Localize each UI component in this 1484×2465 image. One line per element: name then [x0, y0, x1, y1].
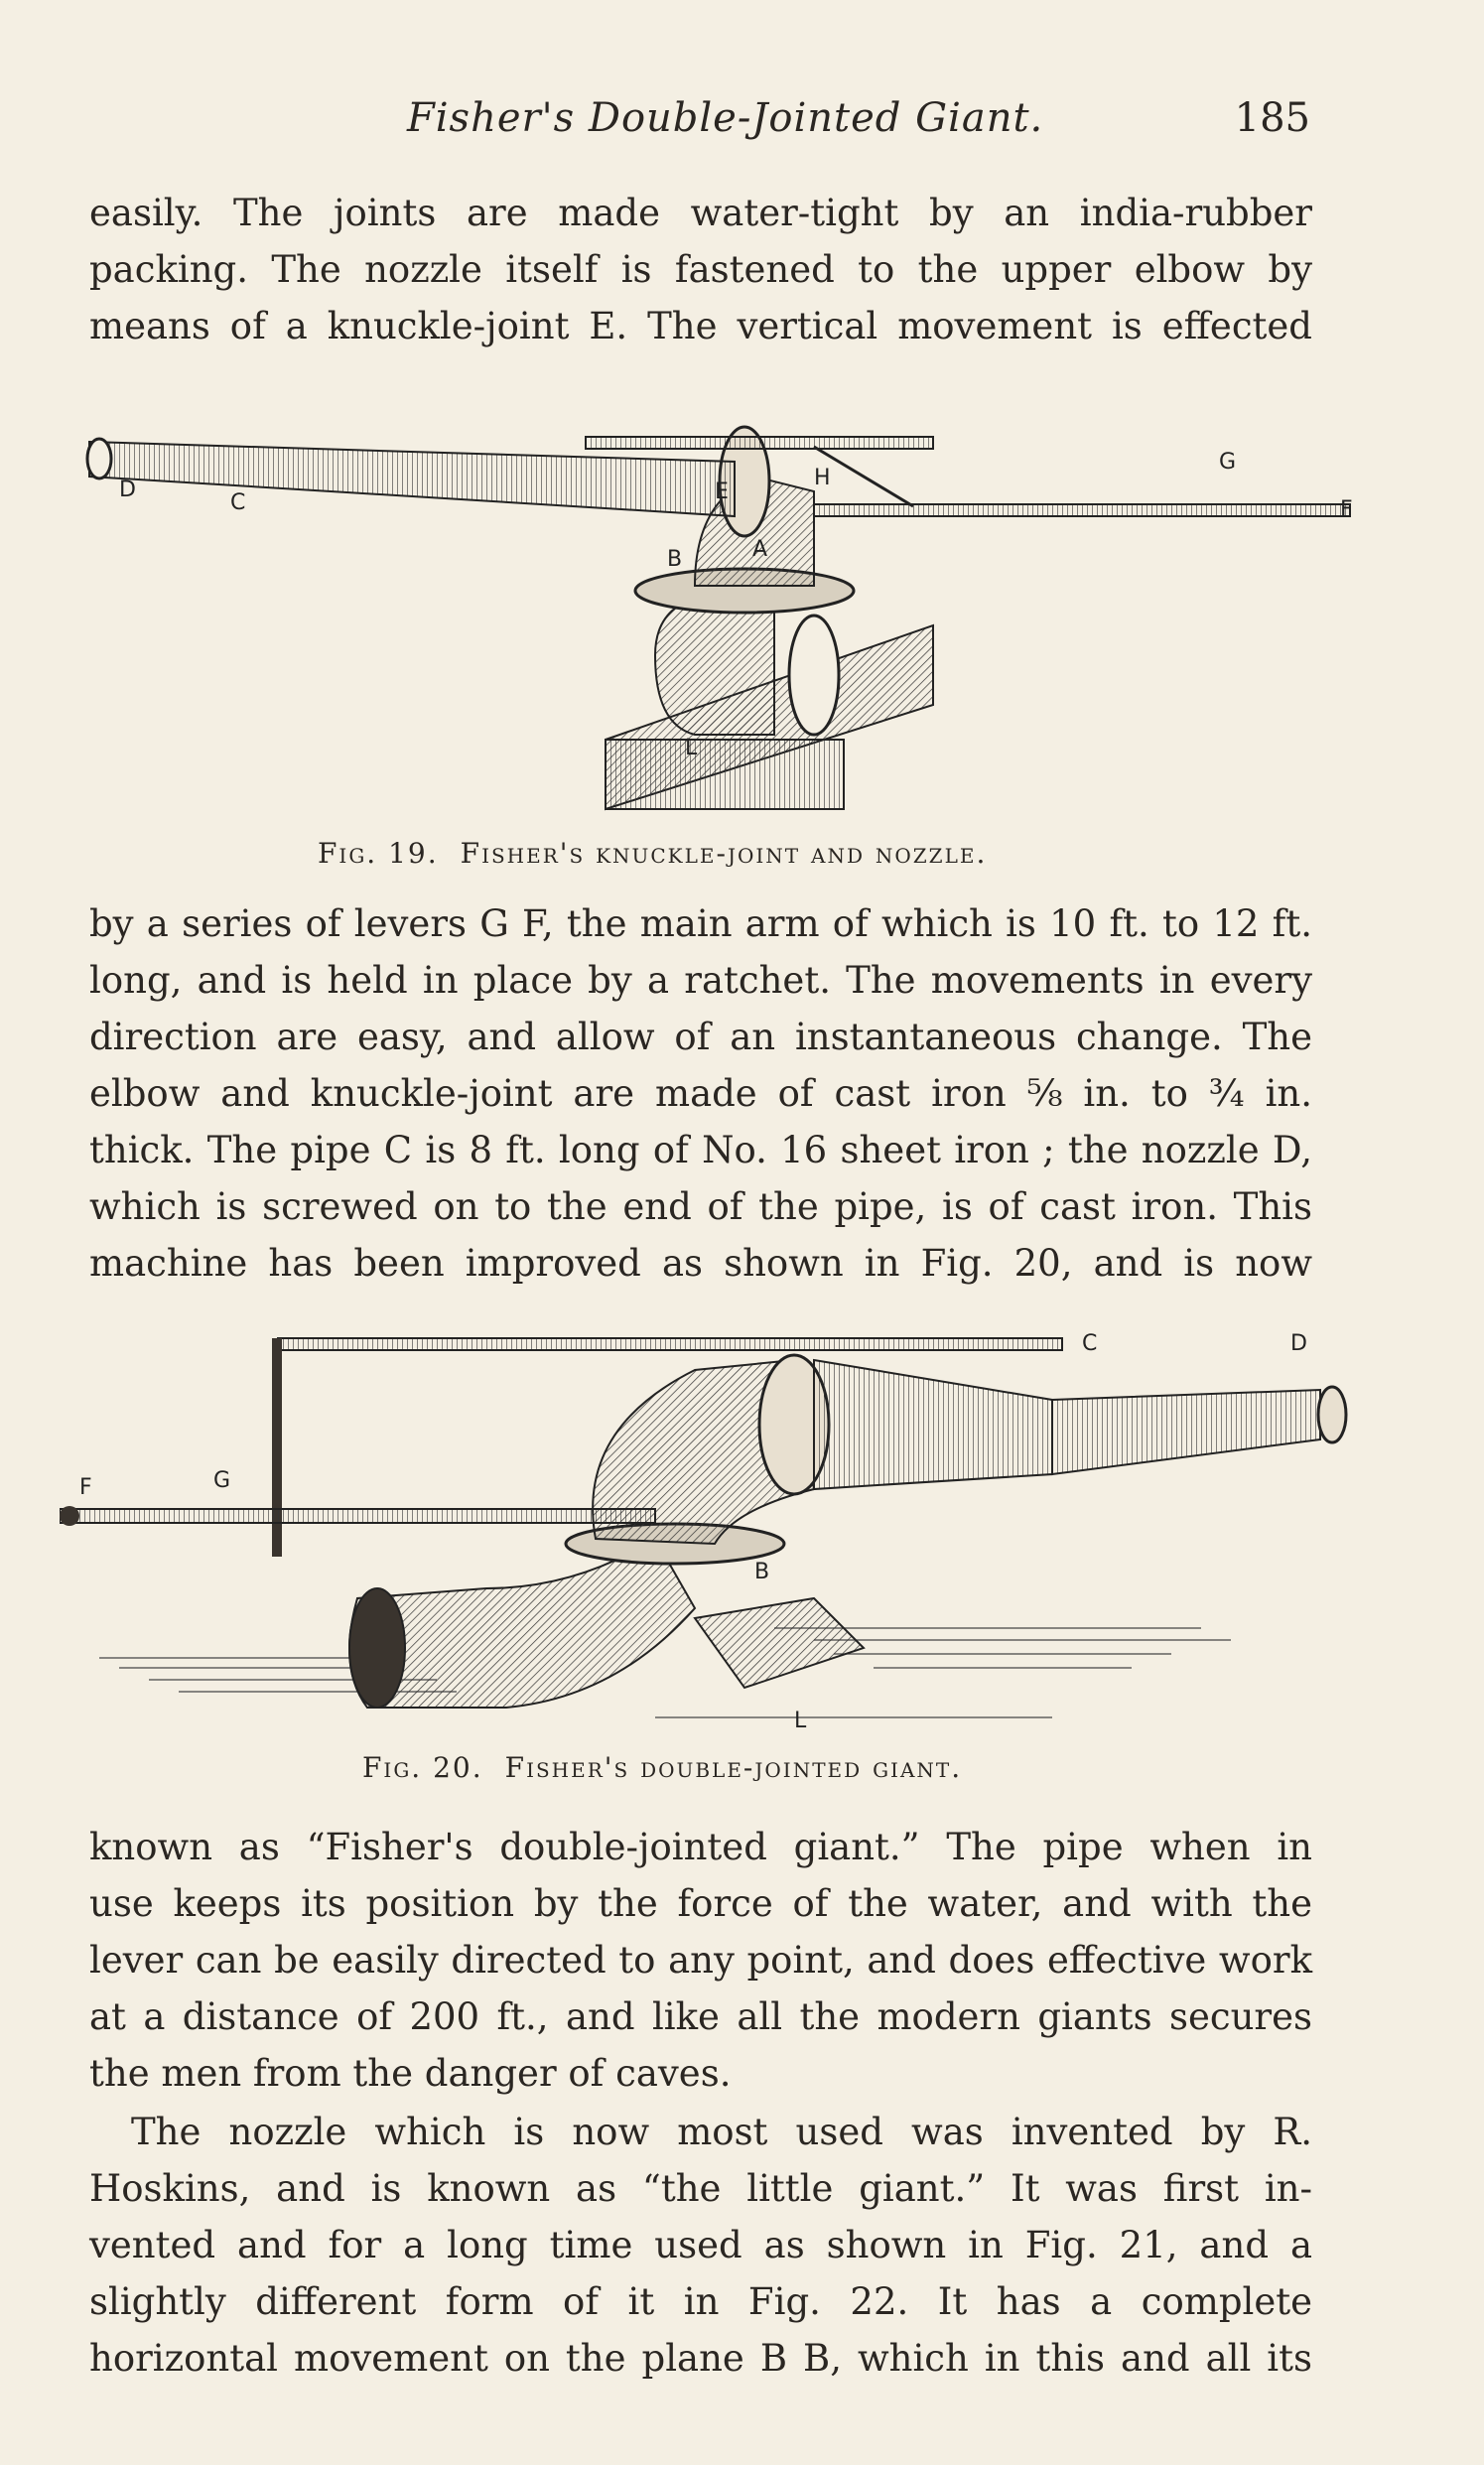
lower-elbow: [655, 596, 774, 735]
fig19-label-d: D: [119, 478, 136, 502]
base-block-front: [606, 740, 844, 809]
fig19-label-c: C: [230, 490, 246, 515]
fig19-label-b: B: [667, 547, 683, 572]
text-line: the men from the danger of caves.: [89, 2052, 732, 2095]
text-line: easily. The joints are made water-tight by an india-rubber: [89, 192, 1312, 234]
page-number: 185: [1234, 95, 1310, 141]
running-head: [89, 95, 1310, 155]
text-line: which is screwed on to the end of the pipe, is of cast iron. This: [89, 1185, 1312, 1228]
paragraph-last: [89, 2104, 1312, 2387]
fig20-caption-label: Fig. 20.: [362, 1751, 483, 1784]
text-line: The nozzle which is now most used was invented by R.: [131, 2111, 1312, 2153]
nozzle-cone: [1052, 1390, 1320, 1474]
lever-arm-f: [814, 504, 1350, 516]
fig20-label-g: G: [213, 1468, 231, 1493]
fig20-engraving: [60, 1291, 1370, 1747]
fig20-label-d: D: [1290, 1331, 1307, 1356]
fig19-label-e: E: [715, 479, 729, 504]
fig20-label-f: F: [79, 1475, 92, 1500]
text-line: direction are easy, and allow of an instantaneous change. The: [89, 1016, 1312, 1058]
text-line: thick. The pipe C is 8 ft. long of No. 16 sheet iron ; the nozzle D,: [89, 1129, 1312, 1171]
fig19-label-l: L: [685, 736, 698, 760]
fig19-caption-label: Fig. 19.: [318, 837, 439, 870]
fig19-label-h: H: [814, 466, 831, 490]
fig20-label-l: L: [794, 1709, 807, 1733]
fig19-engraving: [60, 407, 1370, 824]
lower-flange: [789, 616, 839, 735]
fig19-caption: [318, 837, 987, 870]
figure-20: [60, 1291, 1370, 1747]
supply-pipe-mouth: [349, 1588, 405, 1708]
paragraph-top: [89, 185, 1312, 354]
text-line: slightly different form of it in Fig. 22. It has a complete: [89, 2280, 1312, 2323]
text-line: at a distance of 200 ft., and like all the modern giants secures: [89, 1995, 1312, 2038]
text-line: lever can be easily directed to any point, and does effective work: [89, 1939, 1312, 1982]
running-title: Fisher's Double-Jointed Giant.: [407, 95, 1044, 141]
fig19-label-f: F: [1340, 497, 1353, 522]
text-line: known as “Fisher's double-jointed giant.” The pipe when in: [89, 1826, 1312, 1868]
paragraph-middle: [89, 895, 1312, 1292]
lever-handle: [60, 1506, 79, 1526]
fig19-label-a: A: [752, 537, 768, 562]
fig20-label-c: C: [1082, 1331, 1098, 1356]
upper-frame-bar: [278, 1338, 1062, 1350]
base-block: [695, 1598, 864, 1688]
ground-hatching: [99, 1628, 1231, 1717]
text-line: elbow and knuckle-joint are made of cast iron ⅝ in. to ¾ in.: [89, 1072, 1312, 1115]
nozzle-d: [1318, 1387, 1346, 1442]
text-line: long, and is held in place by a ratchet. The movements in every: [89, 959, 1312, 1002]
text-line: Hoskins, and is known as “the little giant.” It was first in-: [89, 2167, 1312, 2210]
upper-lever: [586, 437, 933, 449]
lever-arm-f: [60, 1509, 655, 1523]
text-line: packing. The nozzle itself is fastened to the upper elbow by: [89, 248, 1312, 291]
fig19-caption-text: Fisher's knuckle-joint and nozzle.: [460, 837, 988, 870]
paragraph-bottom: [89, 1819, 1312, 2102]
text-line: vented and for a long time used as shown in Fig. 21, and a: [89, 2224, 1312, 2266]
text-line: use keeps its position by the force of the water, and with the: [89, 1882, 1312, 1925]
fig20-label-b: B: [754, 1560, 770, 1584]
nozzle-d: [87, 439, 111, 479]
text-line: means of a knuckle-joint E. The vertical movement is effected: [89, 305, 1312, 347]
text-line: by a series of levers G F, the main arm of which is 10 ft. to 12 ft.: [89, 902, 1312, 945]
pipe-c: [814, 1360, 1052, 1489]
text-line: machine has been improved as shown in Fig. 20, and is now: [89, 1242, 1312, 1285]
fig19-label-g: G: [1219, 450, 1237, 475]
pipe-c: [89, 442, 735, 516]
fig20-caption-text: Fisher's double-jointed giant.: [504, 1751, 963, 1784]
fig20-caption: [362, 1751, 962, 1784]
text-line: horizontal movement on the plane B B, which in this and all its: [89, 2337, 1312, 2380]
figure-19: [60, 407, 1370, 824]
